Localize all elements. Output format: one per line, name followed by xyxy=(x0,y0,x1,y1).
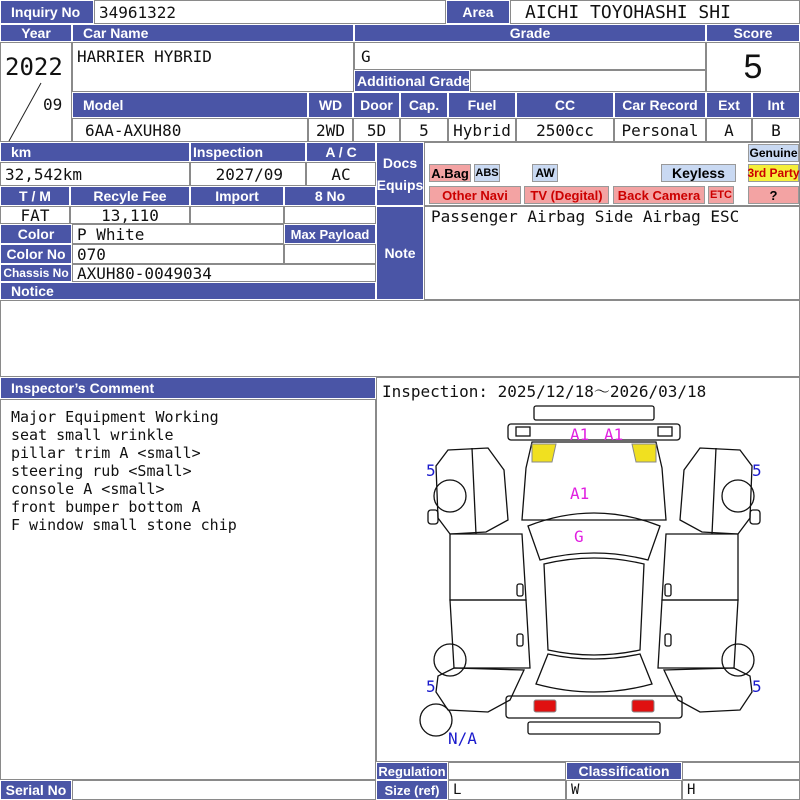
area-value: AICHI TOYOHASHI SHI xyxy=(510,0,800,24)
equip-aw: AW xyxy=(532,164,558,182)
cc-value: 2500cc xyxy=(516,118,614,142)
km-value: 32,542km xyxy=(0,162,190,186)
regulation-value xyxy=(448,762,566,780)
notice-label: Notice xyxy=(0,282,376,300)
import-value xyxy=(190,206,284,224)
comment-line: seat small wrinkle xyxy=(11,426,174,444)
spare-mark: N/A xyxy=(448,729,477,748)
comment-line: front bumper bottom A xyxy=(11,498,201,516)
inspector-comment-box xyxy=(0,399,376,780)
fuel-label: Fuel xyxy=(448,92,516,118)
wd-value: 2WD xyxy=(308,118,353,142)
serial-no-label: Serial No xyxy=(0,780,72,800)
serial-no-value xyxy=(72,780,376,800)
tm-label: T / M xyxy=(0,186,70,206)
score-value: 5 xyxy=(706,42,800,92)
color-label: Color xyxy=(0,224,72,244)
size-l: L xyxy=(448,780,566,800)
area-label: Area xyxy=(446,0,510,24)
inspector-comment-label: Inspector’s Comment xyxy=(0,377,376,399)
int-label: Int xyxy=(752,92,800,118)
ext-label: Ext xyxy=(706,92,752,118)
equip-tv: TV (Degital) xyxy=(524,186,609,204)
tm-value: FAT xyxy=(0,206,70,224)
inquiry-value: 34961322 xyxy=(94,0,446,24)
eight-no-value xyxy=(284,206,376,224)
regulation-label: Regulation xyxy=(376,762,448,780)
km-label: km xyxy=(0,142,190,162)
color-no-label: Color No xyxy=(0,244,72,264)
inspection-value: 2027/09 xyxy=(190,162,306,186)
note-value: Passenger Airbag Side Airbag ESC xyxy=(424,206,800,300)
mark-windshield: G xyxy=(574,527,584,546)
import-label: Import xyxy=(190,186,284,206)
chassis-no-label: Chassis No xyxy=(0,264,72,282)
comment-line: steering rub <Small> xyxy=(11,462,192,480)
int-value: B xyxy=(752,118,800,142)
car-name-label: Car Name xyxy=(72,24,354,42)
notice-area xyxy=(0,300,800,377)
mark-hood: A1 xyxy=(570,484,590,503)
docs-equips-label xyxy=(376,142,424,206)
equips-label: Equips xyxy=(376,177,424,193)
tire-rl-mark: 5 xyxy=(426,677,436,696)
equip-other-navi: Other Navi xyxy=(429,186,521,204)
car-damage-diagram xyxy=(376,400,800,762)
size-w: W xyxy=(566,780,682,800)
eight-no-label: 8 No xyxy=(284,186,376,206)
comment-line: console A <small> xyxy=(11,480,165,498)
cap-value: 5 xyxy=(400,118,448,142)
model-value: 6AA-AXUH80 xyxy=(72,118,308,142)
year-label: Year xyxy=(0,24,72,42)
grade-label: Grade xyxy=(354,24,706,42)
equip-unknown: ? xyxy=(748,186,799,204)
max-payload-value xyxy=(284,244,376,264)
mark-front-a1b: A1 xyxy=(604,425,624,444)
car-record-value: Personal xyxy=(614,118,706,142)
equip-keyless: Keyless xyxy=(661,164,736,182)
equip-third-party: 3rd Party xyxy=(747,166,800,180)
month-value: 09 xyxy=(43,95,63,114)
note-label: Note xyxy=(376,206,424,300)
size-h: H xyxy=(682,780,800,800)
color-no-value: 070 xyxy=(72,244,284,264)
color-value: P White xyxy=(72,224,284,244)
additional-grade-value xyxy=(470,70,706,92)
cc-label: CC xyxy=(516,92,614,118)
equip-etc: ETC xyxy=(708,186,734,204)
max-payload-label: Max Payload xyxy=(284,224,376,244)
chassis-no-value: AXUH80-0049034 xyxy=(72,264,376,282)
equip-genuine: Genuine xyxy=(749,146,798,160)
tire-fl-mark: 5 xyxy=(426,461,436,480)
equip-abs: ABS xyxy=(474,164,500,182)
inquiry-label: Inquiry No xyxy=(0,0,94,24)
tire-rr-mark: 5 xyxy=(752,677,762,696)
score-label: Score xyxy=(706,24,800,42)
model-label: Model xyxy=(72,92,308,118)
recycle-fee-value: 13,110 xyxy=(70,206,190,224)
year-value: 2022 xyxy=(5,53,63,81)
fuel-value: Hybrid xyxy=(448,118,516,142)
wd-label: WD xyxy=(308,92,353,118)
comment-line: Major Equipment Working xyxy=(11,408,219,426)
comment-line: F window small stone chip xyxy=(11,516,237,534)
ac-label: A / C xyxy=(306,142,376,162)
comment-line: pillar trim A <small> xyxy=(11,444,201,462)
tire-fr-mark: 5 xyxy=(752,461,762,480)
recycle-fee-label: Recyle Fee xyxy=(70,186,190,206)
car-record-label: Car Record xyxy=(614,92,706,118)
door-label: Door xyxy=(353,92,400,118)
equip-airbag: A.Bag xyxy=(429,164,471,182)
ac-value: AC xyxy=(306,162,376,186)
cap-label: Cap. xyxy=(400,92,448,118)
mark-front-a1: A1 xyxy=(570,425,590,444)
classification-value xyxy=(682,762,800,780)
equip-back-camera: Back Camera xyxy=(613,186,705,204)
grade-value: G xyxy=(354,42,706,70)
car-name-value: HARRIER HYBRID xyxy=(72,42,354,92)
door-value: 5D xyxy=(353,118,400,142)
ext-value: A xyxy=(706,118,752,142)
docs-label: Docs xyxy=(382,155,418,171)
additional-grade-label: Additional Grade xyxy=(354,70,470,92)
year-box xyxy=(0,42,72,142)
size-ref-label: Size (ref) xyxy=(376,780,448,800)
inspection-period: Inspection: 2025/12/18〜2026/03/18 xyxy=(382,382,707,401)
inspection-label: Inspection xyxy=(190,142,306,162)
classification-label: Classification xyxy=(566,762,682,780)
